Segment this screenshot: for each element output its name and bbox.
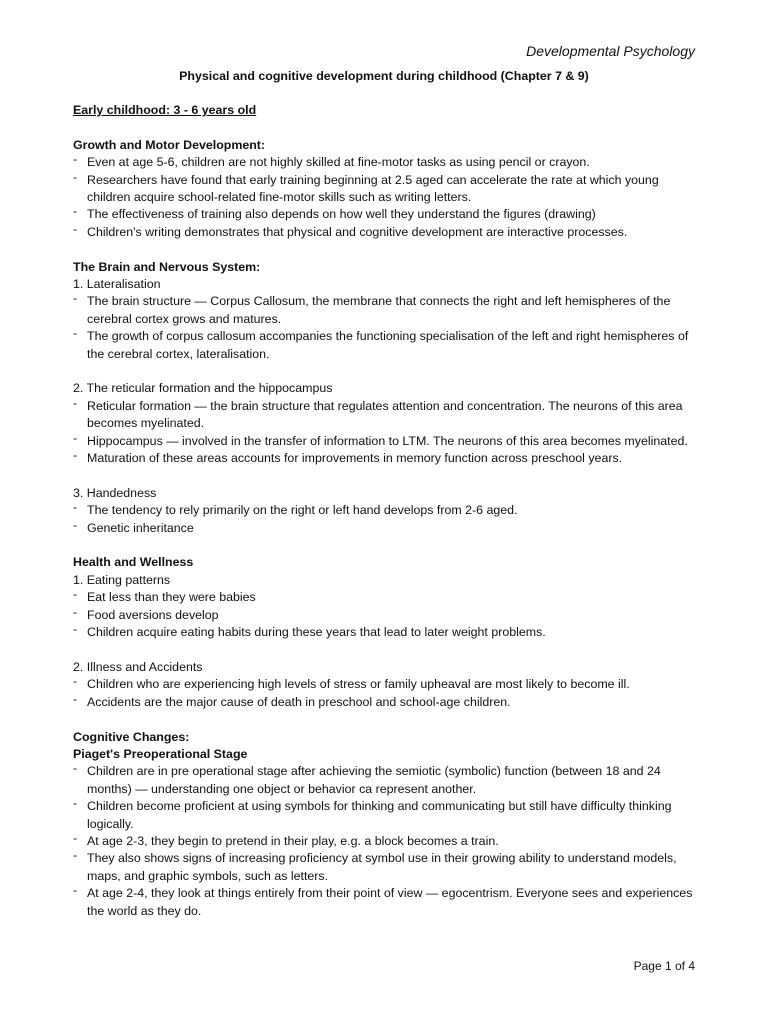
list-item: - At age 2-4, they look at things entirely from their point of view — egocentrism. Everyone sees and experiences the world as they do. <box>73 885 698 920</box>
brain-heading: The Brain and Nervous System: <box>73 259 261 274</box>
cognitive-list <box>73 763 698 920</box>
cognitive-heading: Cognitive Changes: <box>73 729 190 744</box>
running-header: Developmental Psychology <box>526 43 695 59</box>
list-item: - Even at age 5-6, children are not highly skilled at fine-motor tasks as using pencil or crayon. <box>73 154 698 171</box>
list-item: - The brain structure — Corpus Callosum, the membrane that connects the right and left hemispheres of the cerebral cortex grows and matures. <box>73 293 698 328</box>
list-item: - The effectiveness of training also depends on how well they understand the figures (drawing) <box>73 206 698 223</box>
list-item: - Children who are experiencing high levels of stress or family upheaval are most likely to become ill. <box>73 676 698 693</box>
list-item: - Genetic inheritance <box>73 520 698 537</box>
illness-list <box>73 676 698 711</box>
health-heading: Health and Wellness <box>73 555 194 570</box>
list-item: - The tendency to rely primarily on the right or left hand develops from 2-6 aged. <box>73 502 698 519</box>
list-item: - Reticular formation — the brain structure that regulates attention and concentration. The neurons of this area becomes myelinated. <box>73 398 698 433</box>
growth-list <box>73 154 698 241</box>
list-item: - The growth of corpus callosum accompanies the functioning specialisation of the left and right hemispheres of the cerebral cortex, lateralisation. <box>73 328 698 363</box>
illness-label: 2. Illness and Accidents <box>73 659 203 674</box>
list-item: - They also shows signs of increasing proficiency at symbol use in their growing ability to understand models, maps, and graphic symbols, such as letters. <box>73 850 698 885</box>
section-subtitle: Early childhood: 3 - 6 years old <box>73 103 257 117</box>
document-title: Physical and cognitive development during childhood (Chapter 7 & 9) <box>179 69 589 83</box>
piaget-subheading: Piaget's Preoperational Stage <box>73 746 248 761</box>
list-item: - Food aversions develop <box>73 607 698 624</box>
reticular-list <box>73 398 698 468</box>
eating-list <box>73 589 698 641</box>
lateralisation-list <box>73 293 698 363</box>
list-item: - At age 2-3, they begin to pretend in their play, e.g. a block becomes a train. <box>73 833 698 850</box>
growth-heading: Growth and Motor Development: <box>73 137 266 152</box>
handedness-label: 3. Handedness <box>73 485 157 500</box>
reticular-label: 2. The reticular formation and the hippocampus <box>73 381 333 396</box>
list-item: - Children are in pre operational stage after achieving the semiotic (symbolic) function (between 18 and 24 months) — understanding one object or behavior ca represent another. <box>73 763 698 798</box>
lateralisation-label: 1. Lateralisation <box>73 277 161 292</box>
document-body <box>73 102 698 920</box>
eating-label: 1. Eating patterns <box>73 572 171 587</box>
handedness-list <box>73 502 698 537</box>
list-item: - Hippocampus — involved in the transfer of information to LTM. The neurons of this area becomes myelinated. <box>73 433 698 450</box>
list-item: - Researchers have found that early training beginning at 2.5 aged can accelerate the rate at which young children acquire school-related fine-motor skills such as writing letters. <box>73 172 698 207</box>
list-item: - Children acquire eating habits during these years that lead to later weight problems. <box>73 624 698 641</box>
list-item: - Maturation of these areas accounts for improvements in memory function across preschool years. <box>73 450 698 467</box>
list-item: - Accidents are the major cause of death in preschool and school-age children. <box>73 694 698 711</box>
list-item: - Children become proficient at using symbols for thinking and communicating but still have difficulty thinking logically. <box>73 798 698 833</box>
page-number: Page 1 of 4 <box>633 959 695 973</box>
list-item: - Eat less than they were babies <box>73 589 698 606</box>
list-item: - Children's writing demonstrates that physical and cognitive development are interactive processes. <box>73 224 698 241</box>
